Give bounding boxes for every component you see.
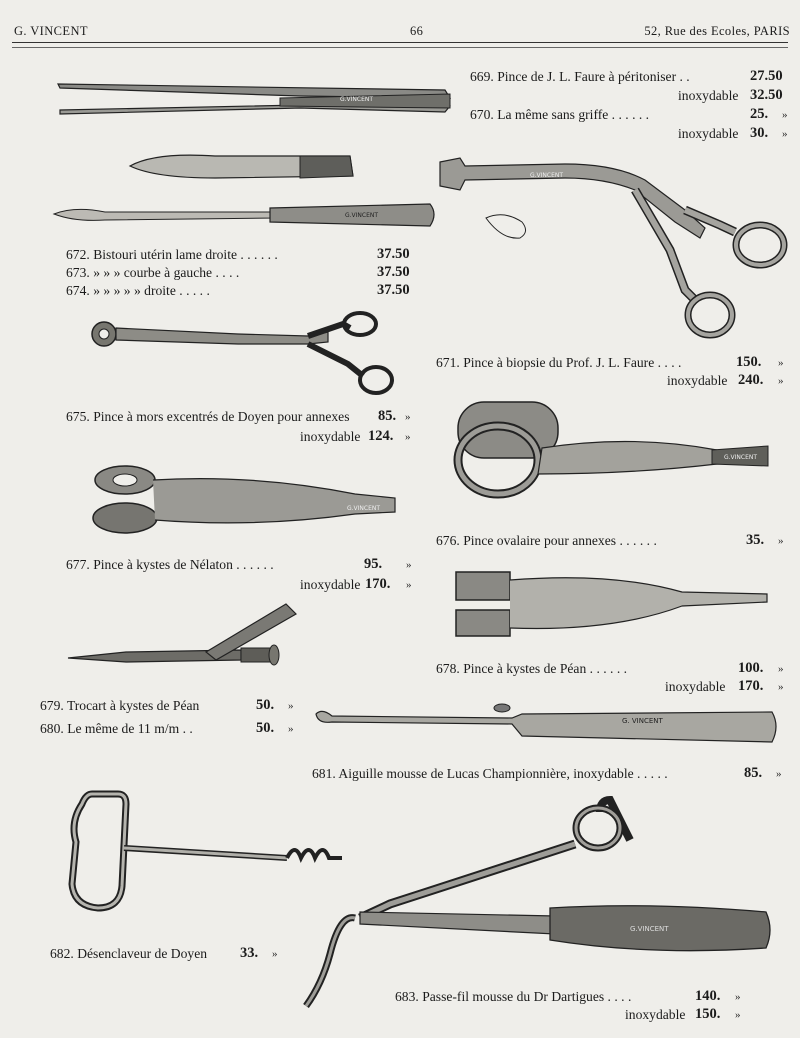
trocar-679-illustration [66,592,301,678]
item-683-inox-mark: » [735,1009,741,1021]
item-683-inox [625,1006,741,1023]
item-669-inox [678,87,783,104]
item-675-inox-price: 124. [368,428,394,444]
item-669-inox-price: 32.50 [750,87,783,103]
header-address: 52, Rue des Ecoles, PARIS [644,24,790,38]
item-677-label: 677. Pince à kystes de Nélaton . . . . . . [66,557,274,572]
item-680-mark: » [288,723,294,735]
item-676-mark: » [778,535,784,547]
item-669-inox-label: inoxydable [678,88,739,103]
header-company: G. VINCENT [14,24,88,38]
item-670-inox-mark: » [782,128,788,140]
item-673 [66,264,410,281]
item-671-inox-label: inoxydable [667,373,728,388]
item-682-price: 33. [240,945,259,961]
item-671-mark: » [778,357,784,369]
item-682-mark: » [272,948,278,960]
item-677-inox-mark: » [406,579,412,591]
pean-forceps-678-illustration [452,566,772,642]
doyen-forceps-675-illustration [88,306,398,398]
item-681-price: 85. [744,765,763,781]
item-676-label: 676. Pince ovalaire pour annexes . . . . . . [436,533,657,548]
item-671-price: 150. [736,354,762,370]
item-672-label: 672. Bistouri utérin lame droite . . . . . . [66,247,278,262]
item-678-price: 100. [738,660,764,676]
item-672 [66,246,410,263]
item-669-label: 669. Pince de J. L. Faure à péritoniser . . [470,69,690,84]
forceps-669-illustration [50,72,460,122]
item-671-inox [667,372,784,389]
oval-forceps-engraving: G.VINCENT [724,454,758,461]
item-675-label: 675. Pince à mors excentrés de Doyen pour annexes [66,409,350,424]
item-669 [470,68,783,85]
nelaton-forceps-677-illustration [85,460,400,540]
nelaton-forceps-engraving: G.VINCENT [347,505,381,512]
item-678-inox-label: inoxydable [665,679,726,694]
item-672-price: 37.50 [377,246,410,262]
item-683 [395,988,741,1005]
item-669-price: 27.50 [750,68,783,84]
passe-fil-683-illustration [300,794,780,1014]
scalpel-672-illustration [50,200,440,232]
item-683-inox-price: 150. [695,1006,721,1022]
item-670-inox-price: 30. [750,125,769,141]
item-673-price: 37.50 [377,264,410,280]
oval-forceps-676-illustration [452,394,777,504]
needle-681-engraving: G. VINCENT [622,717,663,725]
item-678-inox-mark: » [778,681,784,693]
needle-681-illustration [312,702,782,752]
page-number: 66 [410,24,424,38]
item-670 [470,106,788,123]
item-675-inox-label: inoxydable [300,429,361,444]
item-678-label: 678. Pince à kystes de Péan . . . . . . [436,661,628,676]
item-671-inox-mark: » [778,375,784,387]
biopsy-jaw-detail-illustration [482,212,530,242]
item-681 [312,765,782,782]
item-680 [40,720,294,737]
item-670-price: 25. [750,106,769,122]
item-676-price: 35. [746,532,765,548]
item-678-mark: » [778,663,784,675]
item-675 [66,408,411,425]
scalpel-672-engraving: G.VINCENT [345,212,379,219]
item-682 [50,945,278,962]
item-678 [436,660,784,677]
item-677-mark: » [406,559,412,571]
item-680-price: 50. [256,720,275,736]
scalpel-blade-illustration [125,148,360,184]
passe-fil-engraving: G.VINCENT [630,925,669,933]
item-670-label: 670. La même sans griffe . . . . . . [470,107,650,122]
item-677 [66,556,412,573]
item-679-price: 50. [256,697,275,713]
item-677-inox-price: 170. [365,576,391,592]
item-677-inox-label: inoxydable [300,577,361,592]
item-675-inox [300,428,411,445]
item-682-label: 682. Désenclaveur de Doyen [50,946,208,961]
item-674 [66,282,410,299]
item-671 [436,354,784,371]
item-670-inox [678,125,788,142]
item-671-label: 671. Pince à biopsie du Prof. J. L. Faure . . . . [436,355,682,370]
item-677-price: 95. [364,556,383,572]
item-674-price: 37.50 [377,282,410,298]
item-671-inox-price: 240. [738,372,764,388]
item-675-inox-mark: » [405,431,411,443]
item-681-label: 681. Aiguille mousse de Lucas Championnière, inoxydable . . . . . [312,766,668,781]
forceps-669-engraving: G.VINCENT [340,96,374,103]
biopsy-forceps-engraving: G.VINCENT [530,172,564,179]
item-674-label: 674. » » » » » droite . . . . . [66,283,210,298]
item-683-mark: » [735,991,741,1003]
item-680-label: 680. Le même de 11 m/m . . [40,721,193,736]
item-676 [436,532,784,549]
item-678-inox-price: 170. [738,678,764,694]
item-670-inox-label: inoxydable [678,126,739,141]
item-675-mark: » [405,411,411,423]
item-670-mark: » [782,109,788,121]
biopsy-forceps-671-illustration [435,150,795,350]
item-677-inox [300,576,412,593]
item-679-mark: » [288,700,294,712]
item-683-inox-label: inoxydable [625,1007,686,1022]
item-675-price: 85. [378,408,397,424]
item-673-label: 673. » » » courbe à gauche . . . . [66,265,240,280]
header-rule [12,42,788,48]
item-679-label: 679. Trocart à kystes de Péan [40,698,200,713]
item-683-label: 683. Passe-fil mousse du Dr Dartigues . . . . [395,989,632,1004]
item-683-price: 140. [695,988,721,1004]
item-678-inox [665,678,784,695]
item-681-mark: » [776,768,782,780]
item-679 [40,697,294,714]
